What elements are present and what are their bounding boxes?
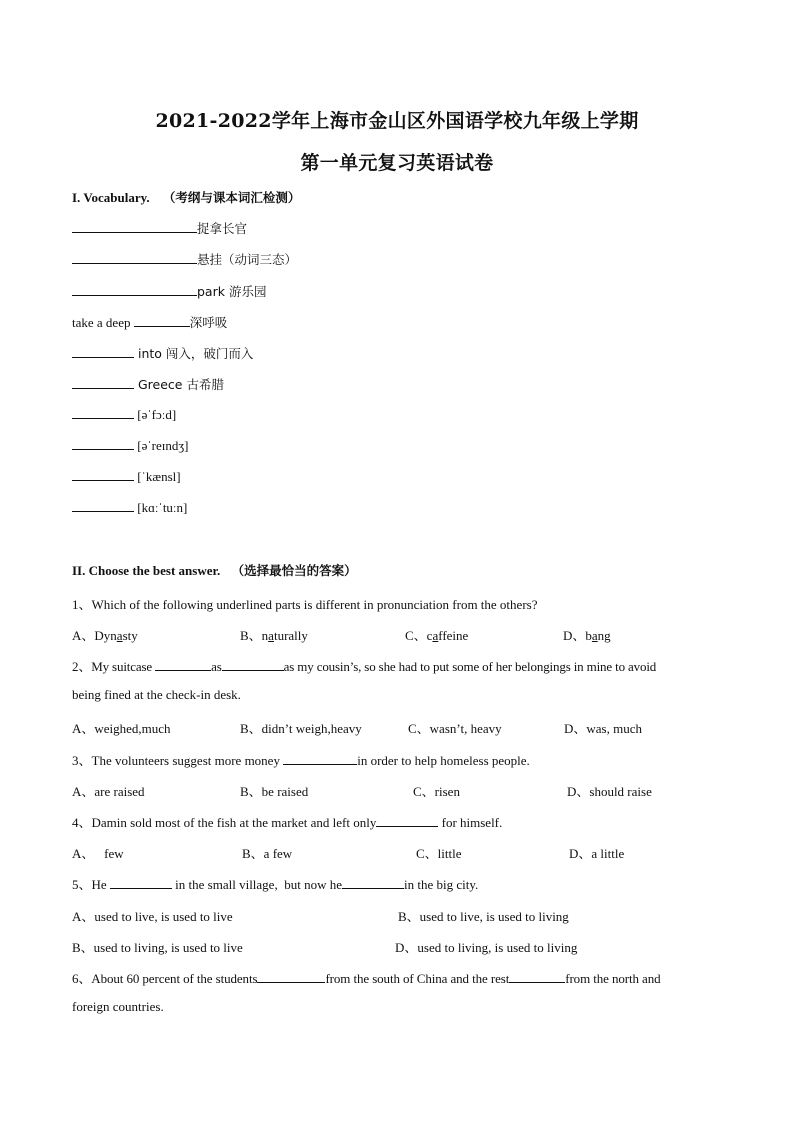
question-3-text: 3、The volunteers suggest more money in order to help homeless people. [72, 753, 530, 768]
vocab-item-text: [ˈkænsl] [134, 469, 181, 484]
q3-option-c[interactable]: C、risen [413, 784, 460, 799]
question-2-text: 2、My suitcase as as my cousin’s, so she had to put some of her belongings in mine to avoid [72, 659, 657, 674]
section-vocabulary-title: I. Vocabulary. [72, 190, 150, 205]
answer-blank[interactable] [376, 814, 438, 827]
vocab-item [72, 406, 176, 423]
q4-option-a[interactable]: A、 few [72, 846, 124, 861]
answer-blank[interactable] [509, 970, 565, 983]
q2-option-d[interactable]: D、was, much [564, 721, 642, 736]
vocab-item [72, 468, 181, 485]
q2-option-b[interactable]: B、didn’t weigh,heavy [240, 721, 362, 736]
answer-blank[interactable] [72, 406, 134, 419]
vocab-item [72, 282, 266, 300]
q4-option-c[interactable]: C、little [416, 846, 462, 861]
answer-blank[interactable] [72, 468, 134, 481]
answer-blank[interactable] [342, 876, 404, 889]
answer-blank[interactable] [257, 970, 325, 983]
q5-option-a[interactable]: A、used to live, is used to live [72, 909, 233, 924]
answer-blank[interactable] [72, 345, 134, 358]
question-5-text: 5、He in the small village, but now he in the big city. [72, 877, 479, 892]
q2-option-c[interactable]: C、wasn’t, heavy [408, 721, 502, 736]
answer-blank[interactable] [283, 752, 357, 765]
q3-option-d[interactable]: D、should raise [567, 784, 652, 799]
q5-option-b[interactable]: B、used to live, is used to living [398, 909, 569, 924]
q1-option-b[interactable]: B、naturally [240, 628, 308, 643]
question-6-continuation: foreign countries. [72, 999, 164, 1014]
answer-blank[interactable] [72, 499, 134, 512]
vocab-item [72, 313, 227, 331]
vocab-item-text: 深呼吸 [189, 315, 228, 330]
answer-blank[interactable] [134, 314, 190, 327]
vocab-item-text: [əˈfɔːd] [134, 407, 177, 422]
vocab-item [72, 344, 253, 362]
section-choice-note: （选择最恰当的答案） [231, 563, 357, 578]
q3-option-a[interactable]: A、are raised [72, 784, 145, 799]
section-choice-title: II. Choose the best answer. [72, 563, 221, 578]
question-6-text: 6、About 60 percent of the students from the south of China and the rest from the north and [72, 971, 661, 986]
vocab-item-text: park 游乐园 [197, 284, 267, 299]
q3-option-b[interactable]: B、be raised [240, 784, 309, 799]
question-4-text: 4、Damin sold most of the fish at the market and left only for himself. [72, 815, 503, 830]
vocab-item [72, 250, 297, 268]
answer-blank[interactable] [72, 376, 134, 389]
page-title: 2021-2022学年上海市金山区外国语学校九年级上学期 [155, 110, 639, 132]
vocab-item [72, 437, 189, 454]
vocab-item [72, 375, 224, 393]
q1-option-c[interactable]: C、caffeine [405, 628, 469, 643]
answer-blank[interactable] [155, 658, 211, 671]
vocab-item-text: 捉拿长官 [197, 221, 248, 236]
question-1-text: 1、Which of the following underlined parts is different in pronunciation from the others? [72, 597, 538, 612]
q1-option-d[interactable]: D、bang [563, 628, 611, 643]
vocab-item-text: [kɑːˈtuːn] [134, 500, 188, 515]
question-2-continuation: being fined at the check-in desk. [72, 687, 241, 702]
vocab-item-prefix: take a deep [72, 315, 134, 330]
q4-option-d[interactable]: D、a little [569, 846, 625, 861]
vocab-item [72, 219, 247, 237]
page-subtitle: 第一单元复习英语试卷 [300, 152, 494, 174]
answer-blank[interactable] [222, 658, 284, 671]
vocab-item [72, 499, 187, 516]
answer-blank[interactable] [72, 220, 197, 233]
q1-option-a[interactable]: A、Dynasty [72, 628, 138, 643]
section-choice-heading [72, 561, 357, 579]
section-vocabulary-note: （考纲与课本词汇检测） [162, 190, 301, 205]
answer-blank[interactable] [72, 251, 197, 264]
answer-blank[interactable] [72, 283, 197, 296]
answer-blank[interactable] [110, 876, 172, 889]
vocab-item-text: 悬挂（动词三态） [197, 252, 298, 267]
vocab-item-text: Greece 古希腊 [134, 377, 224, 392]
answer-blank[interactable] [72, 437, 134, 450]
section-vocabulary-heading [72, 188, 300, 206]
q4-option-b[interactable]: B、a few [242, 846, 293, 861]
vocab-item-text: into 闯入，破门而入 [134, 346, 254, 361]
vocab-item-text: [əˈreɪndʒ] [134, 438, 189, 453]
q5-option-c[interactable]: B、used to living, is used to live [72, 940, 243, 955]
q5-option-d[interactable]: D、used to living, is used to living [395, 940, 578, 955]
q2-option-a[interactable]: A、weighed,much [72, 721, 171, 736]
